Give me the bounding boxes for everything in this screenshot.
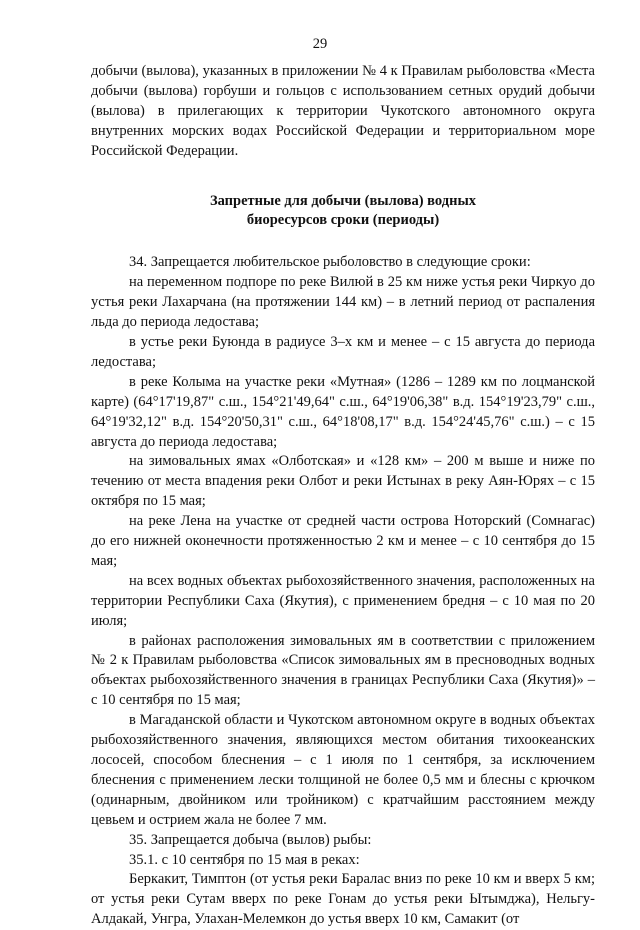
paragraph-lena: на реке Лена на участке от средней части острова Ноторский (Сомнагас) до его нижней оконечности протяженностью 2 км и менее – с 10 сентября до 15 мая; <box>91 513 595 569</box>
section-title-line-2: биоресурсов сроки (периоды) <box>246 212 440 229</box>
intro-paragraph: добычи (вылова), указанных в приложении № 4 к Правилам рыболовства «Места добычи (вылова) горбуши и гольцов с использованием сетных орудий добычи (вылова) в прилегающих к территории Чукотского автономного округа внутренних морских водах Российской Федерации и территориальном море Российской Федерации. <box>91 63 595 159</box>
paragraph-35-heading: 35. Запрещается добыча (вылов) рыбы: <box>129 831 372 848</box>
paragraph-magadan-chukotka: в Магаданской области и Чукотском автономном округе в водных объектах рыбохозяйственного значения, являющихся местом обитания тихоокеанских лососей, способом блеснения – с 1 июля по 1 сентября, за исключением блеснения с применением лески толщиной не более 0,5 мм и блесны с крючком (одинарным, двойником или тройником) с кратчайшим расстоянием между цевьем и острием жала не более 7 мм. <box>91 712 595 828</box>
paragraph-35-1: 35.1. с 10 сентября по 15 мая в реках: <box>129 851 360 868</box>
paragraph-34-heading: 34. Запрещается любительское рыболовство в следующие сроки: <box>129 254 531 271</box>
section-title <box>91 192 595 232</box>
page-number: 29 <box>312 36 328 52</box>
section-title-line-1: Запретные для добычи (вылова) водных <box>209 192 477 209</box>
paragraph-drag-net: на всех водных объектах рыбохозяйственного значения, расположенных на территории Республики Саха (Якутия), с применением бредня – с 10 мая по 20 июля; <box>91 572 595 629</box>
paragraph-vilyuy: на переменном подпоре по реке Вилюй в 25 км ниже устья реки Чиркуо до устья реки Лахарчана (на протяжении 144 км) – в летний период от распаления льда до периода ледостава; <box>91 274 595 331</box>
paragraph-wintering-pits: на зимовальных ямах «Олботская» и «128 км» – 200 м выше и ниже по течению от места впадения реки Олбот и реки Истынах в реку Аян-Юрях – с 15 октября по 15 мая; <box>91 453 595 510</box>
paragraph-kolyma: в реке Колыма на участке реки «Мутная» (1286 – 1289 км по лоцманской карте) (64°17'19,87" с.ш., 154°21'49,64" с.ш., 64°19'06,38" в.д. 154°19'23,79" с.ш., 64°19'32,12" в.д. 154°20'50,31" с.ш., 64°18'08,17" в.д. 154°24'45,76" с.ш.) – с 15 августа до периода ледостава; <box>91 373 595 450</box>
document-body <box>91 62 595 930</box>
paragraph-rivers-list: Беркакит, Тимптон (от устья реки Баралас вниз по реке 10 км и вверх 5 км; от устья реки Сутам вверх по реке Гонам до устья реки Ытымджа), Нельгу-Алдакай, Унгра, Улахан-Мелемкон до устья вверх 10 км, Самакит (от <box>91 871 595 928</box>
paragraph-wintering-areas: в районах расположения зимовальных ям в соответствии с приложением № 2 к Правилам рыболовства «Список зимовальных ям в пресноводных водных объектах рыбохозяйственного значения в границах Республики Саха (Якутия)» – с 10 сентября по 15 мая; <box>91 632 595 709</box>
paragraph-buyunda: в устье реки Буюнда в радиусе 3–х км и менее – с 15 августа до периода ледостава; <box>91 333 595 370</box>
